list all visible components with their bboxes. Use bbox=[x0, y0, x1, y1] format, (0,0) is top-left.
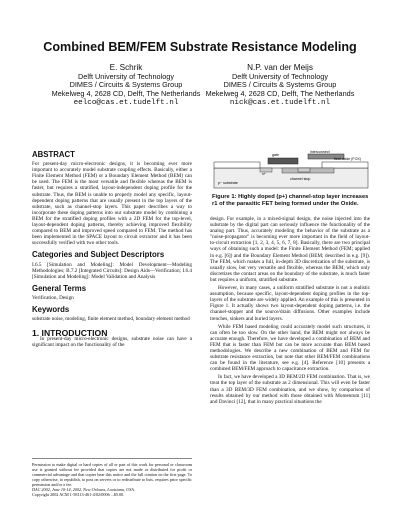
copyright-footnote bbox=[32, 458, 192, 497]
left-column bbox=[32, 152, 192, 350]
author-block bbox=[200, 64, 360, 108]
author-email[interactable]: eelco@cas.et.tudelft.nl bbox=[73, 99, 179, 108]
body-paragraph: design. For example, in a mixed-signal design, the noise injected into the substrate by the digital part can seriously influence the functionality of the analog part. Thus, accurately modeling the behavior of the substrate as a "noise-propagator" is becoming ever more important in the field of layout-to-circuit extraction [1, 2, 3, 4, 5, 6, 7, 8]. Basically, there are two principal ways of obtaining such a model: the Finite Element Method (FEM; applied in e.g. [6]) and the Boundary Element Method (BEM; described in e.g. [9]). The FEM, which makes a full, in-depth 3D discretization of the substrate, is usually slow, but very versatile and flexible, whereas the BEM, which only discretizes the contact areas on the boundary of the substrate, is much faster but requires a uniform, stratified substrate. bbox=[210, 216, 370, 283]
intro-heading: 1. INTRODUCTION bbox=[32, 328, 108, 339]
author-email[interactable]: nick@cas.et.tudelft.nl bbox=[229, 99, 331, 108]
nplus-right bbox=[298, 168, 310, 172]
author-affiliation: Delft University of Technology bbox=[232, 71, 328, 81]
field-oxide-right bbox=[322, 162, 368, 168]
copyright-text: Copyright 2002 ACM 1-58113-461-4/02/0006 ...$5.00. bbox=[32, 492, 125, 497]
right-column bbox=[210, 216, 370, 407]
gate-label: gate bbox=[272, 153, 279, 157]
field-oxide-left bbox=[214, 162, 260, 168]
author-group: DIMES / Circuits & Systems Group bbox=[223, 80, 337, 90]
body-paragraph: While FEM based modeling could accurately model such structures, it can often be too slow. On the other hand, the BEM might not always be accurate enough. Therefore, we have developed a combination of BEM and FEM that is faster than FEM but can be more accurate than BEM based methodologies. We describe a new combination of BEM and FEM for substrate resistance extraction, but note that other BEM/FEM combinations can be found in the literature, see e.g. [4]. Reference [10] presents a combined BEM/FEM approach to capacitance extraction. bbox=[210, 323, 370, 373]
fox-label: field oxide (FOX) bbox=[334, 157, 361, 161]
conference-text: DAC 2002, June 10-14, 2002, New Orleans, Louisiana, USA. bbox=[32, 487, 135, 492]
author-address: Mekelweg 4, 2628 CD, Delft, The Netherlands bbox=[51, 88, 201, 98]
gate-shape bbox=[268, 158, 298, 164]
figure-caption: Figure 1: Highly doped (p+) channel-stop layer increases r1 of the parasitic FET being formed under the Oxide. bbox=[212, 194, 369, 207]
categories-heading: Categories and Subject Descriptors bbox=[32, 250, 165, 260]
permission-text: Permission to make digital or hard copies of all or part of this work for personal or classroom use is granted without fee provided that copies are not made or distributed for profit or commercial advantage and that copies bear this notice and the full citation on the first page. To copy otherwise, to republish, to post on servers or to redistribute to lists, requires prior specific permission and/or a fee. bbox=[32, 462, 192, 487]
author-affiliation: Delft University of Technology bbox=[78, 71, 174, 81]
abstract-heading: ABSTRACT bbox=[32, 150, 75, 159]
terms-heading: General Terms bbox=[32, 283, 87, 293]
author-group: DIMES / Circuits & Systems Group bbox=[69, 80, 183, 90]
keywords-text: substrate noise, modeling, finite element method, boundary element method bbox=[32, 316, 190, 323]
body-paragraph: In fact, we have developed a 3D BEM/2D FEM combination. That is, we treat the top layer of the substrate as 2 dimensional. This will even be faster than a 3D BEM/3D FEM combination, and we show, by comparison of results obtained by our method with those obtained with Momentum [11] and Davinci [12], that in many practical situations the bbox=[210, 374, 370, 405]
nplus-label: n+ bbox=[262, 172, 266, 176]
figure-1-diagram bbox=[212, 150, 370, 190]
categories-text: I.6.5 [Simulation and Modeling]: Model Development—Modeling Methodologies; B.7.2 [Integrated Circuits]: Design Aids—Verification; I.6.4 [Simulation and Modeling]: Model Validation and Analysis bbox=[32, 261, 192, 280]
author-block bbox=[46, 64, 206, 108]
author-name: N.P. van der Meijs bbox=[247, 63, 313, 72]
terms-text: Verification, Design bbox=[32, 294, 74, 301]
keywords-heading: Keywords bbox=[32, 304, 70, 314]
abstract-text: For present-day micro-electronic designs, it is becoming ever more important to accurately model substrate coupling effects. Basically, either a Finite Element Method (FEM) or a Boundary Element Method (BEM) can be used. The FEM is the most versatile and flexible whereas the BEM is faster, but requires a stratified, layout-independent doping profile for the substrate. Thus, the BEM is unable to properly model any specific, layout-dependent doping patterns that are usually present in the top layers of the substrate, such as channel-stop layers. This paper describes a way to incorporate these doping patterns into our substrate model by combining a BEM for the stratified doping profiles with a 2D FEM for the top-level, layout-dependent doping patterns, thereby achieving improved flexibility compared to BEM and improved speed compared to FEM. The method has been implemented in the SPACE layout to circuit extractor and it has been successfully verified with two other tools. bbox=[32, 161, 192, 247]
interconnect-label: interconnect bbox=[310, 150, 330, 154]
author-address: Mekelweg 4, 2628 CD, Delft, The Netherlands bbox=[205, 88, 355, 98]
substrate-label: p− substrate bbox=[218, 181, 238, 185]
author-name: E. Schrik bbox=[109, 63, 143, 72]
paper-title: Combined BEM/FEM Substrate Resistance Modeling bbox=[43, 40, 357, 54]
intro-text: In present-day micro-electronic designs, substrate noise can have a significant impact on the functionality of the bbox=[32, 336, 192, 349]
channel-stop-label: channel stop bbox=[290, 177, 311, 181]
body-paragraph: However, in many cases, a uniform stratified substrate is not a realistic assumption, because specific, layout-dependent doping profiles in the top-layers of the substrate are widely applied. An example of this is presented in Figure 1. It actually shows two layout-dependent doping patterns, i.e. the channel-stopper and the source/drain diffusions. Other examples include trenches, sinkers and buried layers. bbox=[210, 285, 370, 322]
